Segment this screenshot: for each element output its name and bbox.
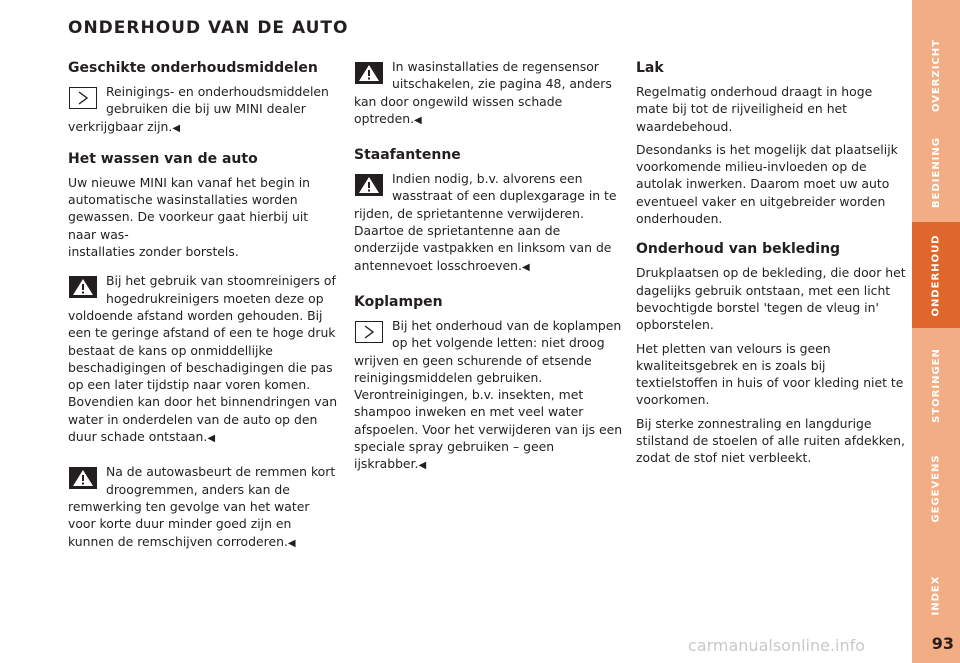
section-heading-koplampen: Koplampen	[354, 293, 443, 310]
sidebar-item-storingen[interactable]: STORINGEN	[930, 347, 942, 423]
note-block	[354, 317, 626, 475]
sidebar-item-overzicht[interactable]: OVERZICHT	[930, 38, 942, 112]
sidebar-item-gegevens[interactable]: GEGEVENS	[930, 453, 942, 523]
warning-triangle-icon	[354, 60, 384, 86]
chapter-sidebar	[912, 0, 960, 663]
end-marker-icon: ◀	[287, 537, 296, 549]
warning-block	[354, 170, 626, 276]
warning-text: In wasinstallaties de regensensor uitschakelen, zie pagina 48, anders kan door ongewild wissen schade optreden.	[354, 59, 612, 126]
end-marker-icon: ◀	[172, 122, 181, 134]
sidebar-item-index[interactable]: INDEX	[930, 575, 942, 615]
warning-triangle-icon	[68, 465, 98, 491]
paragraph: Drukplaatsen op de bekleding, die door het dagelijks gebruik ontstaan, met een licht bevochtigde borstel 'tegen de vleug in' opborstelen.	[636, 265, 906, 333]
paragraph: Regelmatig onderhoud draagt in hoge mate bij tot de rijveiligheid en het waardebehoud.	[636, 84, 873, 134]
section-heading-lak: Lak	[636, 60, 664, 76]
warning-text: Indien nodig, b.v. alvorens een wasstraat of een duplexgarage in te rijden, de sprietantenne verwijderen. Daartoe de sprietantenne aan de onderzijde vastpakken en linksom van de antennevoet losschroeven.	[354, 171, 617, 273]
paragraph: installaties zonder borstels.	[68, 244, 239, 260]
page-title: ONDERHOUD VAN DE AUTO	[68, 18, 349, 38]
watermark: carmanualsonline.info	[688, 636, 866, 655]
warning-triangle-icon	[68, 274, 98, 300]
column-1	[68, 58, 340, 552]
column-3	[636, 58, 908, 467]
warning-block	[68, 463, 340, 551]
paragraph: Desondanks is het mogelijk dat plaatselijk voorkomende milieu-invloeden op de autolak inwerken. Daarom moet uw auto eventueel vaker en uitgebreider worden onderhouden.	[636, 141, 898, 227]
section-heading-bekleding: Onderhoud van bekleding	[636, 241, 841, 258]
end-marker-icon: ◀	[207, 433, 216, 445]
section-heading-staafantenne: Staafantenne	[354, 147, 461, 164]
note-block	[68, 83, 340, 137]
sidebar-item-bediening[interactable]: BEDIENING	[930, 136, 942, 208]
paragraph: Bij sterke zonnestraling en langdurige stilstand de stoelen of alle ruiten afdekken, zodat de stof niet verbleekt.	[636, 415, 905, 466]
end-marker-icon: ◀	[521, 261, 530, 273]
note-text: Reinigings- en onderhoudsmiddelen gebruiken die bij uw MINI dealer verkrijgbaar zijn.	[68, 84, 329, 134]
page-number: 93	[931, 634, 954, 653]
warning-text: Bij het gebruik van stoomreinigers of hogedrukreinigers moeten deze op voldoende afstand worden gehouden. Bij een te geringe afstand of een te hoge druk bestaat de kans op onmiddellijke beschadigingen of beschadigingen die pas op een later tijdstip naar voren komen. Bovendien kan door het binnendringen van water in onderdelen van de auto op den duur schade ontstaan.	[68, 273, 338, 445]
warning-block	[68, 272, 340, 447]
section-heading-wassen: Het wassen van de auto	[68, 150, 258, 167]
section-heading-onderhoudsmiddelen: Geschikte onderhoudsmiddelen	[68, 60, 318, 76]
note-arrow-icon	[68, 85, 98, 111]
paragraph: Het pletten van velours is geen kwaliteitsgebrek en is zoals bij textielstoffen in huis of voor kleding niet te voorkomen.	[636, 340, 904, 408]
column-2	[354, 58, 626, 475]
sidebar-item-onderhoud[interactable]: ONDERHOUD	[912, 222, 960, 328]
end-marker-icon: ◀	[414, 114, 422, 126]
end-marker-icon: ◀	[418, 460, 427, 472]
warning-text: Na de autowasbeurt de remmen kort droogremmen, anders kan de remwerking ten gevolge van het water voor korte duur minder goed zijn en kunnen de remschijven corroderen.	[68, 464, 336, 549]
note-text: Bij het onderhoud van de koplampen op het volgende letten: niet droog wrijven en geen schurende of etsende reinigingsmiddelen gebruiken. Verontreinigingen, b.v. insekten, met shampoo inweken en met veel water afspoelen. Voor het verwijderen van ijs een speciale spray gebruiken – geen ijskrabber.	[354, 317, 623, 472]
warning-block	[354, 58, 626, 129]
note-arrow-icon	[354, 319, 384, 345]
paragraph: Uw nieuwe MINI kan vanaf het begin in automatische wasinstallaties worden gewassen. De voorkeur gaat hierbij uit naar was-	[68, 174, 310, 242]
warning-triangle-icon	[354, 172, 384, 198]
